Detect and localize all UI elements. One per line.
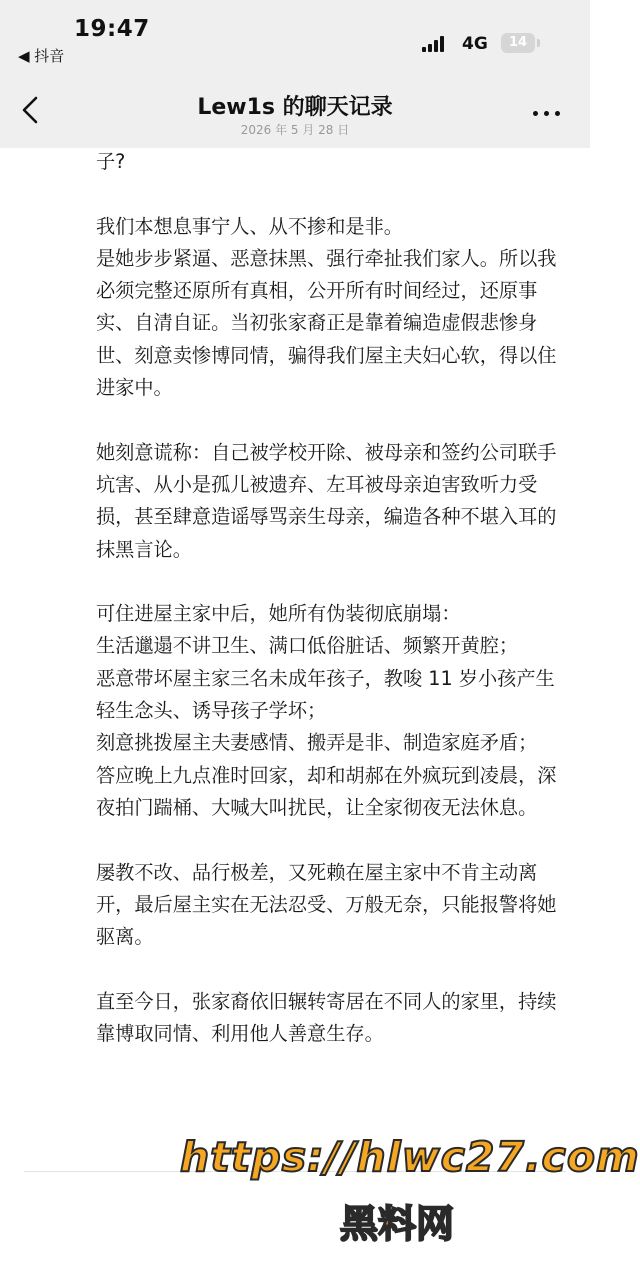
chat-record-text	[96, 146, 566, 1050]
watermark-url: https://hlwc27.com	[180, 1133, 640, 1181]
paragraph: 可住进屋主家中后，她所有伪装彻底崩塌： 生活邋遢不讲卫生、满口低俗脏话、频繁开黄腔； 恶意带坏屋主家三名未成年孩子，教唆 11 岁小孩产生轻生念头、诱导孩子学坏； 刻意挑拨屋主夫妻感情、搬弄是非、制造家庭矛盾； 答应晚上九点准时回家，却和胡郝在外疯玩到凌晨，深夜拍门踹桶、大喊大叫扰民，让全家彻夜无法休息。	[96, 602, 557, 819]
paragraph-gap	[96, 824, 566, 856]
network-type: 4G	[462, 34, 488, 54]
paragraph: 屡教不改、品行极差，又死赖在屋主家中不肯主动离开，最后屋主实在无法忍受、万般无奈，只能报警将她驱离。	[96, 860, 557, 949]
divider	[24, 1171, 566, 1172]
battery-cap	[537, 39, 540, 47]
navigation-bar	[0, 70, 590, 148]
watermark	[180, 1125, 640, 1255]
battery-icon: 14	[501, 33, 535, 53]
paragraph: 她刻意谎称：自己被学校开除、被母亲和签约公司联手坑害、从小是孤儿被遗弃、左耳被母亲迫害致听力受损，甚至肆意造谣辱骂亲生母亲，编造各种不堪入耳的抹黑言论。	[96, 440, 557, 561]
watermark-name: 黑料网	[340, 1202, 455, 1246]
paragraph-gap	[96, 404, 566, 436]
more-options-button[interactable]	[530, 98, 564, 122]
paragraph-gap	[96, 566, 566, 598]
paragraph-gap	[96, 953, 566, 985]
status-time: 19:47	[74, 16, 150, 42]
paragraph: 子? 我们本想息事宁人、从不掺和是非。 是她步步紧逼、恶意抹黑、强行牵扯我们家人。所以我必须完整还原所有真相，公开所有时间经过，还原事实、自清自证。当初张家裔正是靠着编造虚假悲惨身世、刻意卖惨博同情，骗得我们屋主夫妇心软，得以住进家中。	[96, 150, 557, 400]
back-to-app-link[interactable]: ◀ 抖音	[18, 47, 65, 65]
signal-strength-icon	[422, 34, 448, 52]
page-date: 2026 年 5 月 28 日	[240, 123, 350, 137]
page-title: Lew1s 的聊天记录	[197, 95, 393, 120]
more-dots-icon	[533, 111, 538, 116]
paragraph: 直至今日，张家裔依旧辗转寄居在不同人的家里，持续靠博取同情、利用他人善意生存。	[96, 989, 557, 1046]
status-bar	[0, 0, 590, 70]
